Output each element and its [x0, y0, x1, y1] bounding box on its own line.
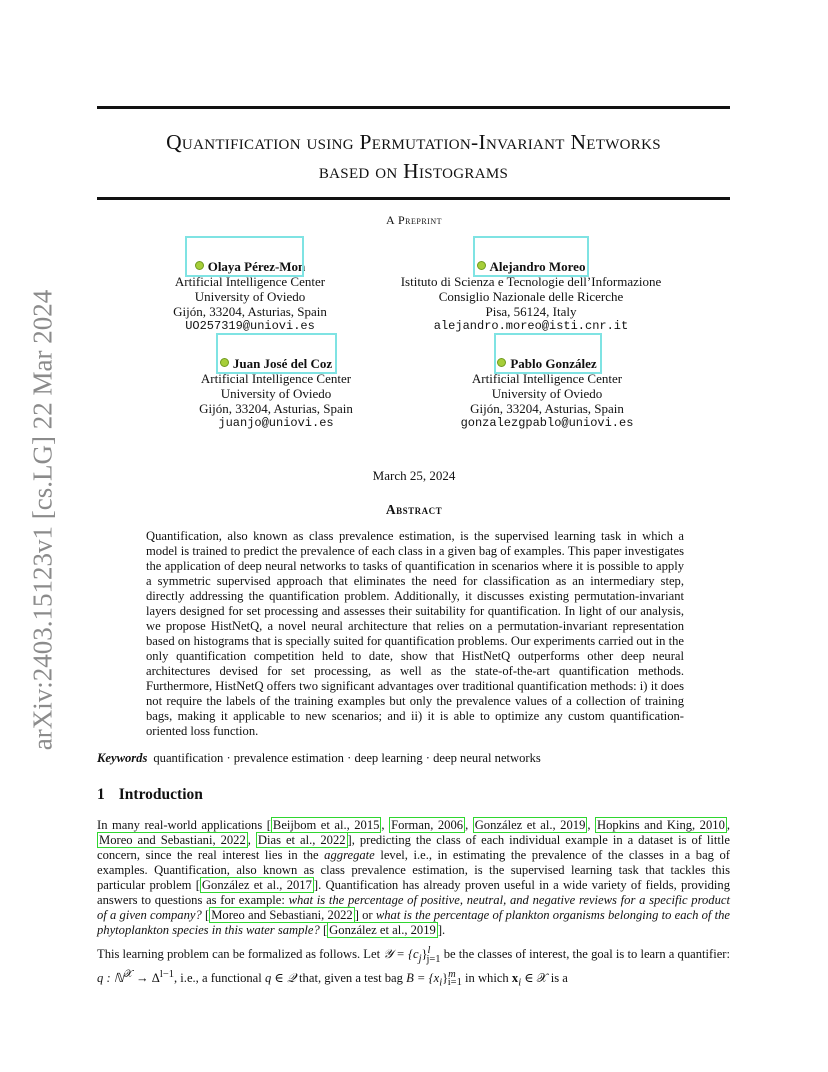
paper-date: March 25, 2024 — [372, 468, 456, 483]
author-affiliation: Consiglio Nazionale delle Ricerche — [438, 289, 624, 304]
intro-paragraph: This learning problem can be formalized as follows. Let 𝒴 = $\{c_j\}^l_{j=1}$ be the classes of interest, the goal is to learn a quantifier: q : ℕ$^𝒳$ → $\Delta^{l-1}$, i.e., a functional q ∈ 𝒬 that, given a test bag $B = \{x_i\}^m_{i=1}$ in which $x_i$ ∈ 𝒳 is a — [97, 945, 730, 989]
citation-link[interactable]: Hopkins and King, 2010 — [597, 818, 725, 832]
paper-title: Quantification using Permutation-Invariant Networks based on Histograms — [166, 130, 661, 183]
abstract-heading: Abstract — [385, 502, 443, 517]
orcid-icon[interactable] — [497, 358, 506, 367]
preprint-label: A Preprint — [385, 213, 442, 227]
keywords-text: quantification · prevalence estimation · deep learning · deep neural networks — [153, 751, 541, 765]
author-affiliation: Artificial Intelligence Center — [471, 371, 623, 386]
author-affiliation: Artificial Intelligence Center — [200, 371, 352, 386]
author-affiliation: Istituto di Scienza e Tecnologie dell’Informazione — [400, 274, 662, 289]
author-block — [140, 259, 360, 334]
author-name[interactable]: Olaya Pérez-Mon — [207, 259, 306, 274]
author-affiliation: University of Oviedo — [491, 386, 603, 401]
citation-link[interactable]: Beijbom et al., 2015 — [272, 818, 380, 832]
citation-link[interactable]: Dias et al., 2022 — [257, 833, 346, 847]
author-block — [166, 356, 386, 431]
keywords-label: Keywords — [97, 751, 148, 765]
citation-link[interactable]: González et al., 2019 — [474, 818, 586, 832]
orcid-icon[interactable] — [220, 358, 229, 367]
orcid-icon[interactable] — [477, 261, 486, 270]
author-block — [386, 259, 676, 334]
keywords-line — [97, 751, 541, 766]
author-name[interactable]: Pablo González — [510, 356, 597, 371]
title-bottom-rule — [97, 197, 730, 200]
author-affiliation: Gijón, 33204, Asturias, Spain — [470, 401, 624, 416]
author-email[interactable]: UO257319@uniovi.es — [185, 319, 315, 333]
author-affiliation: Artificial Intelligence Center — [174, 274, 326, 289]
citation-link[interactable]: Moreo and Sebastiani, 2022 — [211, 908, 353, 922]
author-email[interactable]: gonzalezgpablo@uniovi.es — [460, 416, 634, 430]
citation-link[interactable]: González et al., 2019 — [329, 923, 436, 937]
intro-body — [97, 818, 730, 995]
author-email[interactable]: juanjo@uniovi.es — [218, 416, 334, 430]
citation-link[interactable]: Forman, 2006 — [391, 818, 464, 832]
author-name[interactable]: Alejandro Moreo — [489, 259, 586, 274]
author-affiliation: University of Oviedo — [194, 289, 306, 304]
intro-paragraph: In many real-world applications [ Beijbom et al., 2015 , Forman, 2006 , González et al., 2019 , Hopkins and King, 2010 , Moreo and Sebastiani, 2022 , Dias et al., 2022 ], predicting the class of each individual example in a dataset is of little concern, since the real interest lies in the aggregate level, i.e., in estimating the prevalence of the classes in a bag of examples. Quantification, also known as class prevalence estimation, is the supervised learning task that tackles this particular problem [ González et al., 2017 ]. Quantification has already proven useful in a wide variety of fields, providing answers to questions as for example: what is the percentage of positive, neutral, and negative reviews for a specific product of a given company? [ Moreo and Sebastiani, 2022 ] or what is the percentage of plankton organisms belonging to each of the phytoplankton species in this water sample? [ González et al., 2019 ]. — [97, 818, 731, 937]
citation-link[interactable]: González et al., 2017 — [201, 878, 312, 892]
citation-link[interactable]: Moreo and Sebastiani, 2022 — [99, 833, 246, 847]
section-title: Introduction — [118, 786, 203, 803]
author-affiliation: Pisa, 56124, Italy — [485, 304, 577, 319]
section-heading — [97, 786, 203, 804]
author-affiliation: Gijón, 33204, Asturias, Spain — [173, 304, 327, 319]
author-email[interactable]: alejandro.moreo@isti.cnr.it — [433, 319, 629, 333]
orcid-icon[interactable] — [195, 261, 204, 270]
top-rule — [97, 106, 730, 109]
author-block — [437, 356, 657, 431]
author-affiliation: Gijón, 33204, Asturias, Spain — [199, 401, 353, 416]
abstract-text: Quantification, also known as class prevalence estimation, is the supervised learning task in which a model is trained to predict the prevalence of each class in a given bag of examples. This paper investigates the application of deep neural networks to tasks of quantification in scenarios where it is possible to apply a symmetric supervised approach that eliminates the need for classification as an intermediary step, directly addressing the quantification problem. Additionally, it discusses existing permutation-invariant layers designed for set processing and assesses their suitability for quantification. In light of our analysis, we propose HistNetQ, a novel neural architecture that relies on a permutation-invariant representation based on histograms that is specially suited for quantification problems. Our experiments carried out in the only quantification competition held to date, show that HistNetQ outperforms other deep neural architectures devised for set processing, as well as the state-of-the-art quantification methods. Furthermore, HistNetQ offers two significant advantages over traditional quantification methods: i) it does not require the labels of the training examples but only the prevalence values of a collection of training bags, making it applicable to new scenarios; and ii) it is able to optimize any custom quantification-oriented loss function. — [146, 529, 684, 738]
author-name[interactable]: Juan José del Coz — [232, 356, 333, 371]
author-affiliation: University of Oviedo — [220, 386, 332, 401]
section-number: 1 — [97, 786, 105, 803]
